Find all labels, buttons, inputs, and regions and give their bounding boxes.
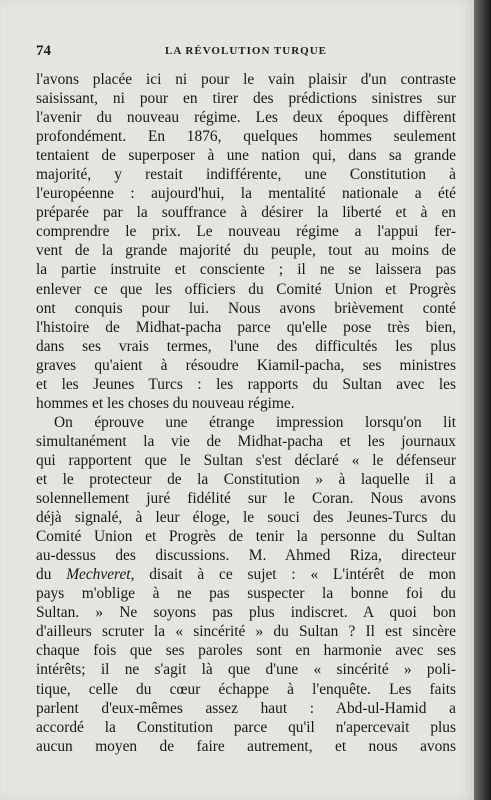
text-line: préparée par la souffrance à désirer la liberté et à en: [36, 204, 456, 222]
text-line: aucun moyen de faire autrement, et nous avons: [36, 737, 456, 755]
text-line: tentaient de superposer à une nation qui, dans sa grande: [36, 147, 456, 165]
page-edge-shadow: [474, 0, 491, 800]
text-line: qui rapportent que le Sultan s'est déclaré « le défenseur: [36, 451, 456, 469]
text-line: et les Jeunes Turcs : les rapports du Sultan avec les: [36, 375, 456, 393]
text-line: comprendre le prix. Le nouveau régime a l'appui fer-: [36, 223, 456, 241]
text-line: hommes et les choses du nouveau régime.: [36, 394, 295, 412]
text-line: vent de la grande majorité du peuple, tout au moins de: [36, 242, 456, 260]
journal-title: Mechveret: [66, 566, 131, 584]
text-line: dans ses vrais termes, l'une des difficultés les plus: [36, 337, 456, 355]
text-line: Comité Union et Progrès de tenir la personne du Sultan: [36, 528, 456, 546]
text-line: On éprouve une étrange impression lorsqu'on lit: [54, 413, 456, 431]
body-text: [36, 70, 456, 756]
text-line-with-italic: [36, 565, 456, 584]
text-segment: , disait à ce sujet : « L'intérêt de mon: [130, 566, 456, 584]
text-line: enlever ce que les officiers du Comité Union et Progrès: [36, 280, 456, 298]
text-line: majorité, y restait indifférente, une Constitution à: [36, 166, 456, 184]
text-line: l'avenir du nouveau régime. Les deux époques diffèrent: [36, 109, 456, 127]
text-line: d'ailleurs scruter la « sincérité » du Sultan ? Il est sincère: [36, 623, 456, 641]
text-line: l'histoire de Midhat-pacha parce qu'elle pose très bien,: [36, 318, 456, 336]
text-line: au-dessus des discussions. M. Ahmed Riza, directeur: [36, 547, 456, 565]
text-line: et le protecteur de la Constitution » à laquelle il a: [36, 470, 456, 488]
text-line: graves qu'aient à résoudre Kiamil-pacha, ses ministres: [36, 356, 456, 374]
text-line: tique, celle du cœur échappe à l'enquête. Les faits: [36, 680, 456, 698]
text-line: solennellement juré fidélité sur le Coran. Nous avons: [36, 490, 456, 508]
text-line: intérêts; il ne s'agit là que d'une « sincérité » poli-: [36, 661, 456, 679]
text-line: l'avons placée ici ni pour le vain plaisir d'un contraste: [36, 71, 456, 88]
page-number: 74: [36, 43, 51, 59]
page-header: [36, 43, 456, 61]
text-line: l'européenne : aujourd'hui, la mentalité nationale a été: [36, 185, 456, 203]
text-line: Sultan. » Ne soyons pas plus indiscret. A quoi bon: [36, 604, 456, 622]
text-line: accordé la Constitution parce qu'il n'apercevait plus: [36, 718, 456, 736]
text-line: pays m'oblige à ne pas suspecter la bonne foi du: [36, 585, 456, 603]
text-line: chaque fois que ses paroles sont en harmonie avec ses: [36, 642, 456, 660]
text-line: simultanément la vie de Midhat-pacha et les journaux: [36, 432, 456, 450]
running-title: LA RÉVOLUTION TURQUE: [165, 45, 327, 57]
text-line: saisissant, ni pour en tirer des prédictions sinistres sur: [36, 90, 456, 108]
text-line: déjà signalé, à leur éloge, le souci des Jeunes-Turcs du: [36, 509, 456, 527]
paragraph-2: [36, 413, 456, 756]
text-segment: du: [36, 566, 67, 584]
text-line: profondément. En 1876, quelques hommes seulement: [36, 128, 456, 146]
text-line: la partie instruite et consciente ; il ne se laissera pas: [36, 261, 456, 279]
text-line: parlent d'eux-mêmes assez haut : Abd-ul-Hamid a: [36, 699, 456, 717]
text-line: ont conquis pour lui. Nous avons brièvement conté: [36, 299, 456, 317]
paragraph-1: [36, 70, 456, 413]
